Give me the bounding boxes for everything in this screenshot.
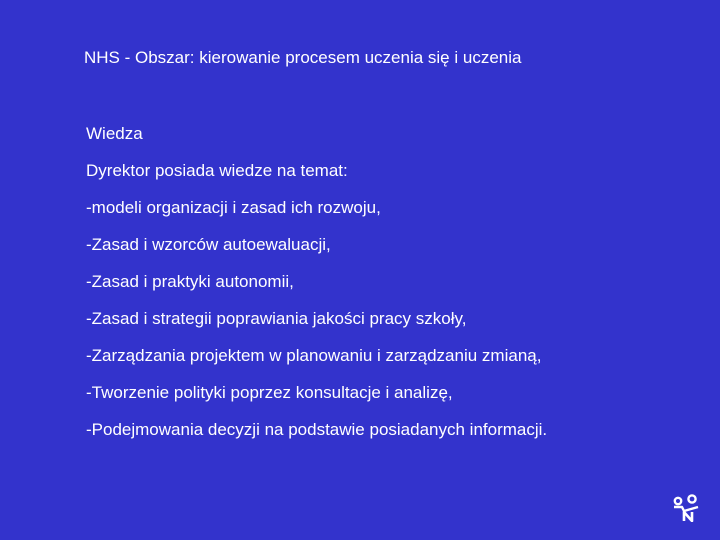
list-item: -Zasad i wzorców autoewaluacji,	[86, 235, 331, 254]
section-heading: Wiedza	[86, 124, 143, 143]
list-item: -Tworzenie polityki poprzez konsultacje i analizę,	[86, 383, 453, 402]
list-item: -Zasad i strategii poprawiania jakości pracy szkoły,	[86, 309, 467, 328]
list-item: -Zasad i praktyki autonomii,	[86, 272, 294, 291]
list-item: -modeli organizacji i zasad ich rozwoju,	[86, 198, 381, 217]
slide-content	[86, 124, 547, 457]
org-logo-icon	[670, 494, 704, 522]
list-item: -Podejmowania decyzji na podstawie posiadanych informacji.	[86, 420, 548, 439]
intro-text: Dyrektor posiada wiedze na temat:	[86, 161, 348, 180]
slide-title: NHS - Obszar: kierowanie procesem uczenia się i uczenia	[84, 48, 522, 67]
list-item: -Zarządzania projektem w planowaniu i zarządzaniu zmianą,	[86, 346, 542, 365]
